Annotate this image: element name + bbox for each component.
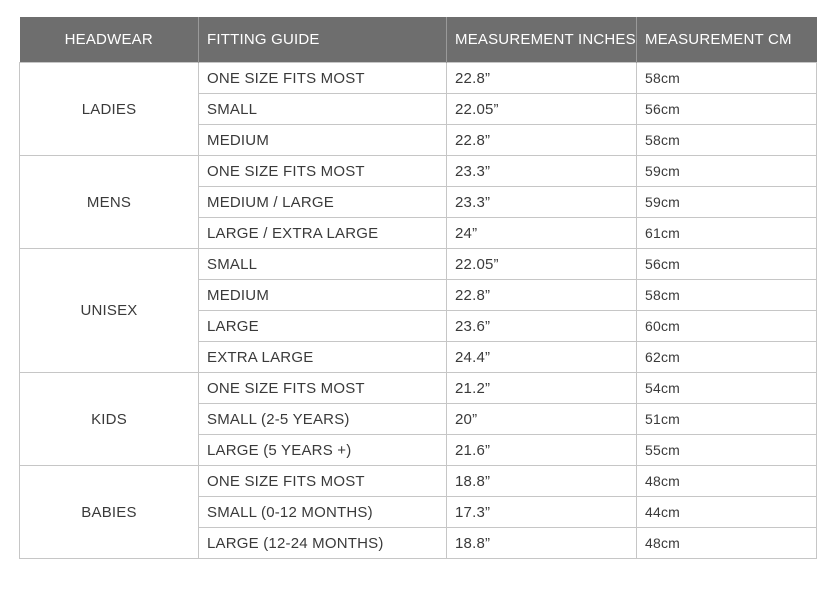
category-cell-kids: KIDS: [20, 373, 199, 466]
inches-cell: 24.4”: [447, 342, 637, 373]
fit-cell: SMALL (2-5 YEARS): [199, 404, 447, 435]
cm-cell: 44cm: [637, 497, 817, 528]
inches-cell: 18.8”: [447, 466, 637, 497]
fit-cell: ONE SIZE FITS MOST: [199, 156, 447, 187]
category-cell-babies: BABIES: [20, 466, 199, 559]
table-header-row: [20, 17, 817, 63]
cm-cell: 58cm: [637, 280, 817, 311]
cm-cell: 59cm: [637, 187, 817, 218]
fit-cell: LARGE / EXTRA LARGE: [199, 218, 447, 249]
fit-cell: LARGE (5 YEARS +): [199, 435, 447, 466]
table-body: [20, 63, 817, 559]
table-row: [20, 63, 817, 94]
inches-cell: 22.8”: [447, 280, 637, 311]
cm-cell: 48cm: [637, 528, 817, 559]
fit-cell: MEDIUM / LARGE: [199, 187, 447, 218]
cm-cell: 48cm: [637, 466, 817, 497]
fit-cell: LARGE (12-24 MONTHS): [199, 528, 447, 559]
cm-cell: 56cm: [637, 249, 817, 280]
fit-cell: ONE SIZE FITS MOST: [199, 373, 447, 404]
header-measurement-cm: MEASUREMENT CM: [637, 17, 817, 63]
size-guide-table: [19, 17, 817, 559]
table-row: [20, 249, 817, 280]
fit-cell: EXTRA LARGE: [199, 342, 447, 373]
inches-cell: 22.05”: [447, 249, 637, 280]
inches-cell: 21.6”: [447, 435, 637, 466]
fit-cell: ONE SIZE FITS MOST: [199, 466, 447, 497]
inches-cell: 20”: [447, 404, 637, 435]
fit-cell: SMALL: [199, 249, 447, 280]
inches-cell: 23.6”: [447, 311, 637, 342]
inches-cell: 22.8”: [447, 63, 637, 94]
cm-cell: 51cm: [637, 404, 817, 435]
category-cell-unisex: UNISEX: [20, 249, 199, 373]
inches-cell: 23.3”: [447, 187, 637, 218]
category-cell-mens: MENS: [20, 156, 199, 249]
table-row: [20, 156, 817, 187]
cm-cell: 55cm: [637, 435, 817, 466]
inches-cell: 22.8”: [447, 125, 637, 156]
cm-cell: 54cm: [637, 373, 817, 404]
header-headwear: HEADWEAR: [20, 17, 199, 63]
header-fitting-guide: FITTING GUIDE: [199, 17, 447, 63]
fit-cell: ONE SIZE FITS MOST: [199, 63, 447, 94]
inches-cell: 22.05”: [447, 94, 637, 125]
cm-cell: 60cm: [637, 311, 817, 342]
cm-cell: 56cm: [637, 94, 817, 125]
inches-cell: 17.3”: [447, 497, 637, 528]
fit-cell: LARGE: [199, 311, 447, 342]
category-cell-ladies: LADIES: [20, 63, 199, 156]
fit-cell: MEDIUM: [199, 280, 447, 311]
table-row: [20, 373, 817, 404]
header-measurement-inches: MEASUREMENT INCHES: [447, 17, 637, 63]
cm-cell: 58cm: [637, 125, 817, 156]
fit-cell: SMALL (0-12 MONTHS): [199, 497, 447, 528]
inches-cell: 21.2”: [447, 373, 637, 404]
fit-cell: SMALL: [199, 94, 447, 125]
cm-cell: 59cm: [637, 156, 817, 187]
inches-cell: 18.8”: [447, 528, 637, 559]
cm-cell: 62cm: [637, 342, 817, 373]
size-guide-container: [19, 17, 816, 559]
inches-cell: 24”: [447, 218, 637, 249]
cm-cell: 61cm: [637, 218, 817, 249]
fit-cell: MEDIUM: [199, 125, 447, 156]
cm-cell: 58cm: [637, 63, 817, 94]
table-row: [20, 466, 817, 497]
inches-cell: 23.3”: [447, 156, 637, 187]
